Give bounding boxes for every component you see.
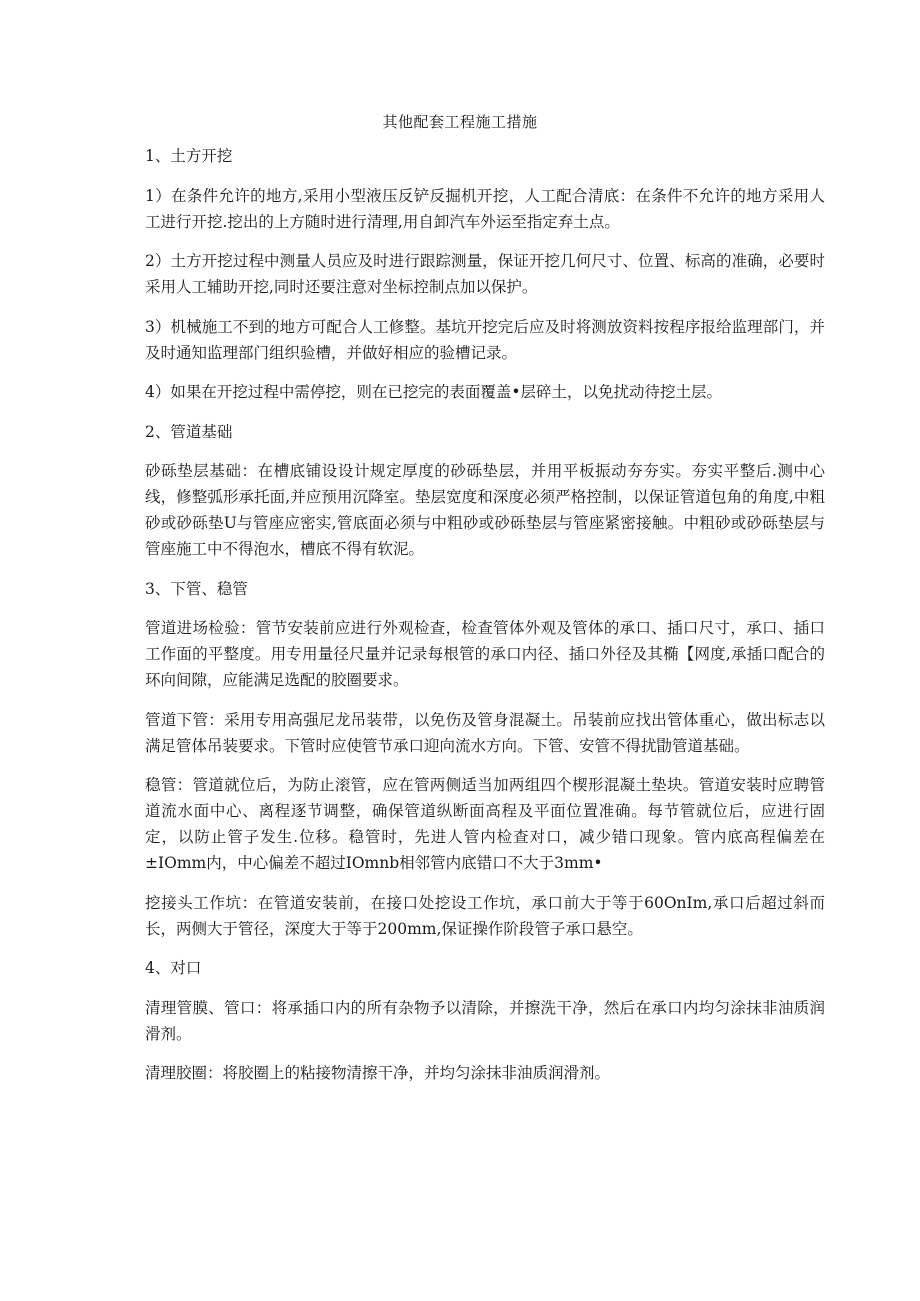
paragraph: 稳管：管道就位后，为防止滚管，应在管两侧适当加两组四个楔形混凝土垫块。管道安装时应聘管道流水面中心、离程逐节调整，确保管道纵断面高程及平面位置准确。每节管就位后，应进行固定，以防止管子发生.位移。稳管时，先进人管内检查对口，减少错口现象。管内底高程偏差在±IOmm内，中心偏差不超过IOmnb相邻管内底错口不大于3mm•: [145, 776, 825, 872]
paragraph: 清理管膜、管口：将承插口内的所有杂物予以清除，并擦洗干净，然后在承口内均匀涂抹非油质润滑剂。: [145, 998, 825, 1043]
paragraph: 管道进场检验：管节安装前应进行外观检查，检查管体外观及管体的承口、插口尺寸，承口、插口工作面的平整度。用专用量径尺量并记录每根管的承口内径、插口外径及其椭【网度,承插口配合的环向间隙，应能满足选配的胶圈要求。: [145, 619, 825, 689]
paragraph: 1）在条件允许的地方,采用小型液压反铲反掘机开挖，人工配合清底：在条件不允许的地方采用人工进行开挖.挖出的上方随时进行清理,用自卸汽车外运至指定弃土点。: [145, 186, 825, 231]
paragraph: 3）机械施工不到的地方可配合人工修整。基坑开挖完后应及时将测放资料按程序报给监理部门，并及时通知监理部门组织验槽，并做好相应的验槽记录。: [145, 317, 825, 362]
section-heading-jointing: 4、对口: [145, 959, 202, 977]
section-heading-earthwork: 1、土方开挖: [145, 147, 233, 165]
paragraph: 砂砾垫层基础：在槽底铺设设计规定厚度的砂砾垫层，并用平板振动夯夯实。夯实平整后.测中心线，修整弧形承托面,并应预用沉降室。垫层宽度和深度必须严格控制，以保证管道包角的角度,中粗砂或砂砾垫U与管座应密实,管底面必须与中粗砂或砂砾垫层与管座紧密接触。中粗砂或砂砾垫层与管座施工中不得泡水，槽底不得有软泥。: [145, 462, 825, 558]
section-heading-pipe-laying: 3、下管、稳管: [145, 579, 248, 598]
paragraph: 清理胶圈：将胶圈上的粘接物清擦干净，并均匀涂抹非油质润滑剂。: [145, 1064, 611, 1082]
paragraph: 管道下管：采用专用高强尼龙吊装带，以免伤及管身混凝土。吊装前应找出管体重心，做出标志以满足管体吊装要求。下管时应使管节承口迎向流水方向。下管、安管不得扰勖管道基础。: [145, 710, 825, 755]
paragraph: 2）土方开挖过程中测量人员应及时进行跟踪测量，保证开挖几何尺寸、位置、标高的准确，必要时采用人工辅助开挖,同时还要注意对坐标控制点加以保护。: [145, 252, 825, 296]
paragraph: 挖接头工作坑：在管道安装前，在接口处挖设工作坑，承口前大于等于60OnIm,承口后超过斜而长，两侧大于管径，深度大于等于200mm,保证操作阶段管子承口悬空。: [145, 893, 825, 938]
section-heading-pipe-foundation: 2、管道基础: [145, 422, 233, 441]
document-title: 其他配套工程施工措施: [382, 113, 538, 131]
document-body: [145, 143, 825, 1100]
paragraph: 4）如果在开挖过程中需停挖，则在已挖完的表面覆盖•层碎土，以免扰动待挖土层。: [145, 383, 723, 401]
